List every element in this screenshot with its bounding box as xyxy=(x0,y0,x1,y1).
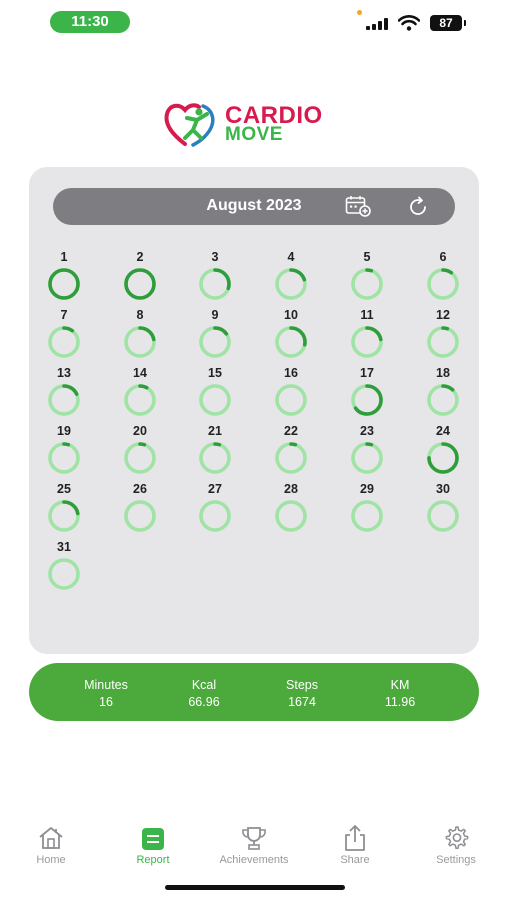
progress-ring-track xyxy=(50,444,78,472)
calendar-day-number: 31 xyxy=(57,540,71,554)
tab-achievements[interactable] xyxy=(209,820,299,870)
calendar-day-number: 3 xyxy=(211,250,219,264)
calendar-day-number: 4 xyxy=(287,250,295,264)
calendar-day[interactable] xyxy=(39,424,89,478)
calendar-day[interactable] xyxy=(39,366,89,420)
activity-progress-ring xyxy=(349,382,385,418)
calendar-day-number: 30 xyxy=(436,482,450,496)
progress-ring-track xyxy=(201,502,229,530)
stat-kcal xyxy=(159,678,249,709)
calendar-day[interactable] xyxy=(266,366,316,420)
activity-progress-ring xyxy=(349,266,385,302)
status-time: 11:30 xyxy=(50,11,130,33)
progress-ring-track xyxy=(126,444,154,472)
progress-ring-track xyxy=(277,386,305,414)
privacy-indicator-dot xyxy=(357,10,362,15)
progress-ring-fill xyxy=(50,270,78,298)
calendar-day-number: 11 xyxy=(360,308,374,322)
battery-indicator: 87 xyxy=(430,15,462,31)
stat-kcal-label: Kcal xyxy=(191,678,217,692)
activity-progress-ring xyxy=(273,266,309,302)
calendar-day[interactable] xyxy=(342,424,392,478)
progress-ring-track xyxy=(353,444,381,472)
progress-ring-track xyxy=(201,386,229,414)
calendar-day[interactable] xyxy=(39,308,89,362)
calendar-day-number: 24 xyxy=(436,424,450,438)
activity-progress-ring xyxy=(46,324,82,360)
calendar-day-number: 27 xyxy=(208,482,222,496)
calendar-day[interactable] xyxy=(342,250,392,304)
calendar-day-number: 23 xyxy=(360,424,374,438)
activity-progress-ring xyxy=(349,324,385,360)
calendar-day-number: 5 xyxy=(363,250,371,264)
activity-progress-ring xyxy=(425,440,461,476)
calendar-day[interactable] xyxy=(418,250,468,304)
activity-progress-ring xyxy=(122,382,158,418)
progress-ring-track xyxy=(50,328,78,356)
progress-ring-track xyxy=(429,270,457,298)
calendar-day-number: 29 xyxy=(360,482,374,496)
activity-progress-ring xyxy=(197,440,233,476)
stat-steps xyxy=(257,678,347,709)
activity-progress-ring xyxy=(197,324,233,360)
calendar-day-number: 28 xyxy=(284,482,298,496)
activity-progress-ring xyxy=(197,382,233,418)
progress-ring-track xyxy=(277,502,305,530)
calendar-day[interactable] xyxy=(190,482,240,536)
calendar-day[interactable] xyxy=(190,366,240,420)
report-icon xyxy=(139,824,167,852)
calendar-day-number: 22 xyxy=(284,424,298,438)
tab-home[interactable] xyxy=(6,820,96,870)
activity-progress-ring xyxy=(122,440,158,476)
tab-achievements-label: Achievements xyxy=(219,854,289,866)
calendar-day-number: 20 xyxy=(133,424,147,438)
progress-ring-track xyxy=(353,270,381,298)
tab-settings-label: Settings xyxy=(436,854,476,866)
share-icon xyxy=(341,824,369,852)
stat-km-label: KM xyxy=(390,678,410,692)
calendar-day[interactable] xyxy=(266,424,316,478)
activity-progress-ring xyxy=(425,498,461,534)
activity-progress-ring xyxy=(46,266,82,302)
stat-km xyxy=(355,678,445,709)
calendar-day-number: 13 xyxy=(57,366,71,380)
tab-report-label: Report xyxy=(136,854,170,866)
calendar-day-number: 19 xyxy=(57,424,71,438)
calendar-card xyxy=(29,167,479,654)
calendar-day[interactable] xyxy=(115,250,165,304)
progress-ring-track xyxy=(353,502,381,530)
calendar-day-number: 15 xyxy=(208,366,222,380)
calendar-day-number: 7 xyxy=(60,308,68,322)
calendar-add-icon[interactable] xyxy=(345,195,371,217)
wifi-icon xyxy=(398,15,420,31)
activity-progress-ring xyxy=(425,324,461,360)
calendar-day[interactable] xyxy=(266,250,316,304)
stat-kcal-value: 66.96 xyxy=(188,695,220,709)
calendar-day[interactable] xyxy=(266,482,316,536)
calendar-day-number: 10 xyxy=(284,308,298,322)
calendar-day-number: 25 xyxy=(57,482,71,496)
calendar-day[interactable] xyxy=(190,424,240,478)
calendar-day-number: 12 xyxy=(436,308,450,322)
calendar-day[interactable] xyxy=(418,424,468,478)
calendar-day[interactable] xyxy=(115,424,165,478)
activity-progress-ring xyxy=(122,324,158,360)
calendar-day-number: 2 xyxy=(136,250,144,264)
activity-progress-ring xyxy=(349,440,385,476)
calendar-day[interactable] xyxy=(342,482,392,536)
stat-steps-value: 1674 xyxy=(288,695,316,709)
activity-progress-ring xyxy=(46,498,82,534)
stat-steps-label: Steps xyxy=(286,678,318,692)
tab-share-label: Share xyxy=(340,854,370,866)
progress-ring-track xyxy=(429,328,457,356)
calendar-day[interactable] xyxy=(266,308,316,362)
calendar-day[interactable] xyxy=(115,482,165,536)
stat-minutes-value: 16 xyxy=(99,695,113,709)
activity-progress-ring xyxy=(425,382,461,418)
summary-bar xyxy=(29,663,479,721)
calendar-day-number: 16 xyxy=(284,366,298,380)
progress-ring-track xyxy=(277,444,305,472)
bottom-tab-bar xyxy=(0,820,507,870)
calendar-day[interactable] xyxy=(190,250,240,304)
home-icon xyxy=(37,824,65,852)
calendar-day[interactable] xyxy=(115,366,165,420)
calendar-day[interactable] xyxy=(342,366,392,420)
cellular-signal-icon xyxy=(366,18,390,30)
activity-progress-ring xyxy=(349,498,385,534)
stat-minutes-label: Minutes xyxy=(84,678,128,692)
calendar-day[interactable] xyxy=(418,482,468,536)
activity-progress-ring xyxy=(273,440,309,476)
calendar-day[interactable] xyxy=(342,308,392,362)
progress-ring-track xyxy=(126,502,154,530)
tab-share[interactable] xyxy=(310,820,400,870)
activity-progress-ring xyxy=(197,498,233,534)
calendar-day-number: 21 xyxy=(208,424,222,438)
cardio-move-logo-icon xyxy=(163,100,221,148)
calendar-day[interactable] xyxy=(39,482,89,536)
refresh-icon[interactable] xyxy=(406,195,430,219)
calendar-day[interactable] xyxy=(418,366,468,420)
month-header xyxy=(53,188,455,225)
month-title: August 2023 xyxy=(206,197,302,214)
stat-minutes xyxy=(61,678,151,709)
tab-report[interactable] xyxy=(108,820,198,870)
tab-home-label: Home xyxy=(36,854,66,866)
logo-text-move: MOVE xyxy=(225,124,283,145)
logo-text-cardio: CARDIO xyxy=(225,102,323,129)
home-indicator xyxy=(165,885,345,890)
stat-km-value: 11.96 xyxy=(384,695,416,709)
calendar-day-number: 9 xyxy=(211,308,219,322)
activity-progress-ring xyxy=(425,266,461,302)
activity-progress-ring xyxy=(273,324,309,360)
tab-settings[interactable] xyxy=(411,820,501,870)
status-bar xyxy=(0,10,507,36)
progress-ring-track xyxy=(429,502,457,530)
app-logo xyxy=(163,100,353,148)
progress-ring-track xyxy=(50,560,78,588)
activity-progress-ring xyxy=(46,556,82,592)
gear-icon xyxy=(442,824,470,852)
calendar-day-number: 26 xyxy=(133,482,147,496)
activity-progress-ring xyxy=(122,498,158,534)
activity-progress-ring xyxy=(46,440,82,476)
calendar-day[interactable] xyxy=(115,308,165,362)
calendar-day-number: 18 xyxy=(436,366,450,380)
activity-progress-ring xyxy=(273,498,309,534)
calendar-day-number: 1 xyxy=(60,250,68,264)
progress-ring-track xyxy=(126,386,154,414)
activity-progress-ring xyxy=(273,382,309,418)
activity-progress-ring xyxy=(197,266,233,302)
progress-ring-fill xyxy=(126,270,154,298)
activity-progress-ring xyxy=(46,382,82,418)
calendar-day[interactable] xyxy=(39,250,89,304)
calendar-day-number: 8 xyxy=(136,308,144,322)
activity-progress-ring xyxy=(122,266,158,302)
progress-ring-track xyxy=(201,444,229,472)
calendar-day-number: 6 xyxy=(439,250,447,264)
calendar-day-number: 17 xyxy=(360,366,374,380)
calendar-day[interactable] xyxy=(418,308,468,362)
trophy-icon xyxy=(240,824,268,852)
calendar-day[interactable] xyxy=(39,540,89,594)
calendar-day-number: 14 xyxy=(133,366,147,380)
calendar-day[interactable] xyxy=(190,308,240,362)
